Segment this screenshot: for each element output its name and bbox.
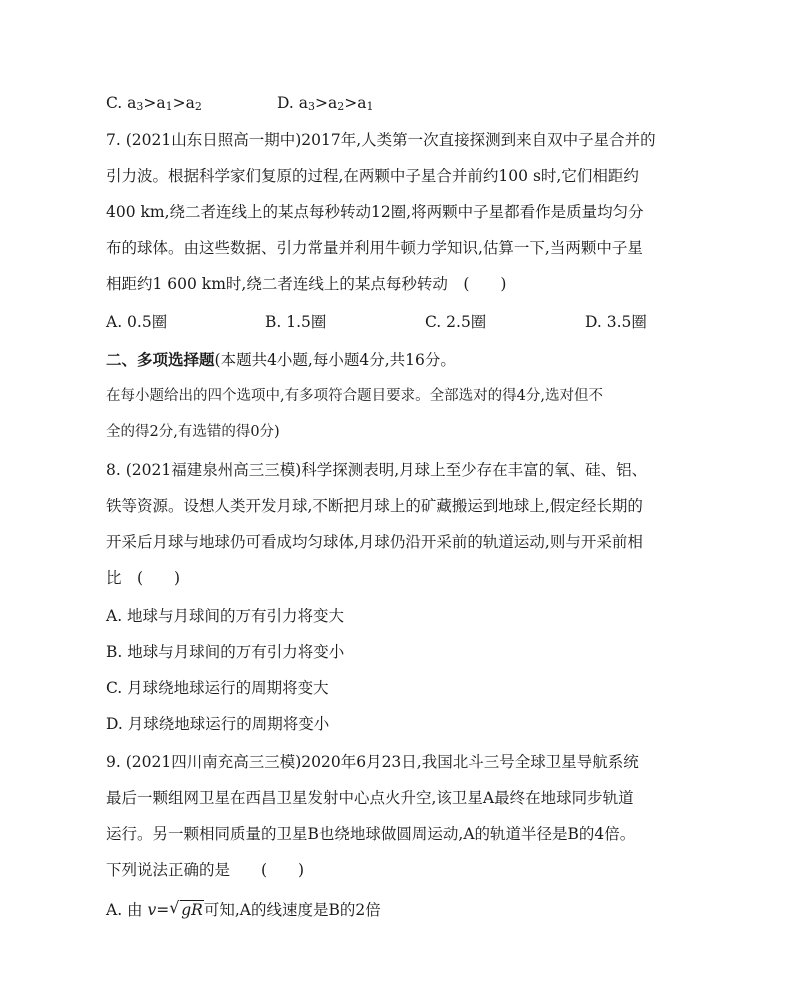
section-2-note: (本题共4小题,每小题4分,共16分。 (214, 351, 456, 369)
section-2-instructions-1: 在每小题给出的四个选项中,有多项符合题目要求。全部选对的得4分,选对但不 (106, 388, 603, 404)
q8-line-2: 铁等资源。设想人类开发月球,不断把月球上的矿藏搬运到地球上,假定经长期的 (106, 497, 643, 515)
section-2-heading: 二、多项选择题 (106, 351, 215, 369)
q9-line-1: 9. (2021四川南充高三三模)2020年6月23日,我国北斗三号全球卫星导航系统 (106, 753, 639, 771)
q7-line-5: 相距约1 600 km时,绕二者连线上的某点每秒转动 ( ) (106, 275, 507, 293)
sqrt-expression: √ gR (169, 898, 203, 919)
q9-option-a: A. 由 v= √ gR可知,A的线速度是B的2倍 (106, 898, 381, 919)
q8-option-a: A. 地球与月球间的万有引力将变大 (106, 607, 345, 625)
q7-option-d: D. 3.5圈 (585, 313, 647, 331)
q6-option-c: C. a3>a1>a2 (106, 94, 202, 113)
q7-line-3: 400 km,绕二者连线上的某点每秒转动12圈,将两颗中子星都看作是质量均匀分 (106, 203, 644, 221)
q9-line-2: 最后一颗组网卫星在西昌卫星发射中心点火升空,该卫星A最终在地球同步轨道 (106, 789, 634, 807)
section-2-header (106, 350, 696, 370)
q8-line-3: 开采后月球与地球仍可看成均匀球体,月球仍沿开采前的轨道运动,则与开采前相 (106, 533, 643, 551)
q8-line-4: 比 ( ) (106, 569, 181, 587)
section-2-instructions-2: 全的得2分,有选错的得0分) (106, 424, 280, 440)
q8-line-1: 8. (2021福建泉州高三三模)科学探测表明,月球上至少存在丰富的氧、硅、铝、 (106, 461, 648, 479)
q7-line-4: 布的球体。由这些数据、引力常量并利用牛顿力学知识,估算一下,当两颗中子星 (106, 239, 643, 257)
q7-option-b: B. 1.5圈 (265, 313, 327, 331)
q9-line-4: 下列说法正确的是 ( ) (106, 861, 305, 879)
q6-option-d: D. a3>a2>a1 (277, 94, 374, 113)
q7-line-1: 7. (2021山东日照高一期中)2017年,人类第一次直接探测到来自双中子星合并的 (106, 131, 656, 149)
q8-option-c: C. 月球绕地球运行的周期将变大 (106, 679, 329, 697)
q8-option-d: D. 月球绕地球运行的周期将变小 (106, 715, 330, 733)
q7-option-c: C. 2.5圈 (425, 313, 487, 331)
q7-option-a: A. 0.5圈 (106, 313, 168, 331)
q9-line-3: 运行。另一颗相同质量的卫星B也绕地球做圆周运动,A的轨道半径是B的4倍。 (106, 825, 636, 843)
q7-line-2: 引力波。根据科学家们复原的过程,在两颗中子星合并前约100 s时,它们相距约 (106, 167, 639, 185)
q8-option-b: B. 地球与月球间的万有引力将变小 (106, 643, 345, 661)
